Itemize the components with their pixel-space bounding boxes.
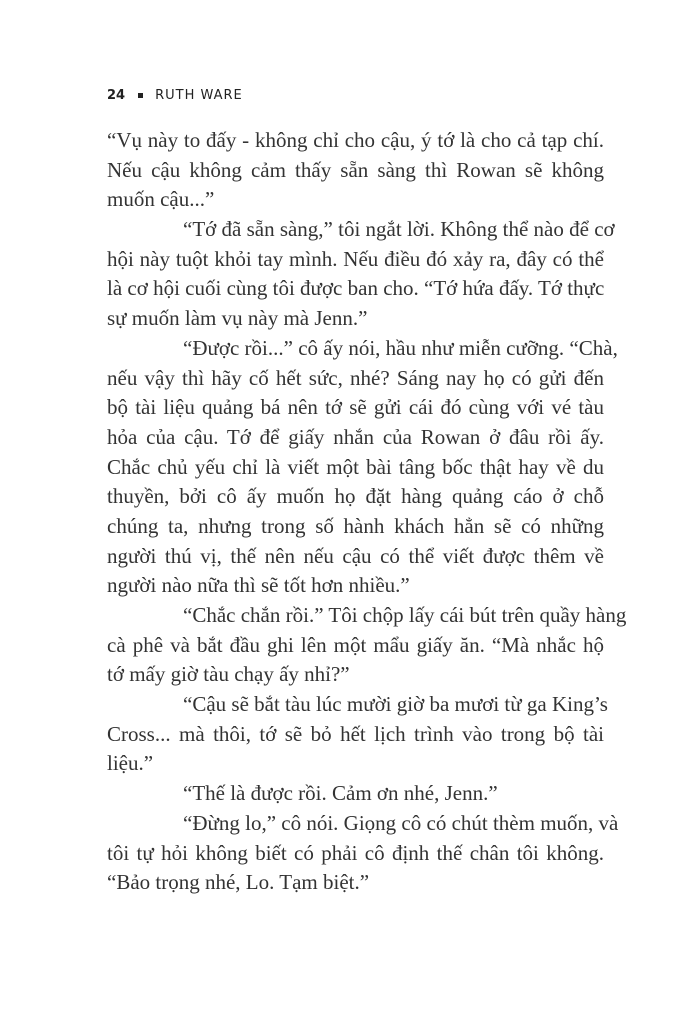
author-name: RUTH WARE — [155, 88, 243, 103]
paragraph — [107, 334, 618, 601]
text-line: người thú vị, thế nên nếu cậu có thể viết được thêm về — [107, 543, 604, 568]
paragraph — [107, 690, 608, 779]
text-line: liệu.” — [107, 751, 154, 776]
text-line: là cơ hội cuối cùng tôi được ban cho. “Tớ hứa đấy. Tớ thực — [107, 276, 605, 301]
paragraph — [107, 126, 604, 215]
text-line: chúng ta, nhưng trong số hành khách hẳn sẽ có những — [107, 513, 604, 538]
text-line: “Tớ đã sẵn sàng,” tôi ngắt lời. Không thể nào để cơ — [183, 217, 615, 242]
paragraph — [107, 215, 615, 334]
paragraph — [107, 601, 627, 690]
text-line: bộ tài liệu quảng bá nên tớ sẽ gửi cái đó cùng với vé tàu — [107, 395, 604, 420]
text-line: “Cậu sẽ bắt tàu lúc mười giờ ba mươi từ ga King’s — [183, 692, 608, 717]
paragraph — [107, 809, 619, 898]
running-header — [107, 88, 243, 103]
text-line: người nào nữa thì sẽ tốt hơn nhiều.” — [107, 573, 410, 598]
page-number: 24 — [107, 88, 126, 103]
body-text — [107, 126, 627, 898]
text-line: thuyền, bởi cô ấy muốn họ đặt hàng quảng cáo ở chỗ — [107, 484, 604, 509]
text-line: “Được rồi...” cô ấy nói, hầu như miễn cưỡng. “Chà, — [183, 335, 618, 360]
text-line: tôi tự hỏi không biết có phải cô định thế chân tôi không. — [107, 840, 604, 865]
text-line: hỏa của cậu. Tớ để giấy nhắn của Rowan ở đâu rồi ấy. — [107, 424, 604, 449]
text-line: “Đừng lo,” cô nói. Giọng cô có chút thèm muốn, và — [183, 810, 619, 835]
paragraph — [107, 779, 604, 809]
text-line: sự muốn làm vụ này mà Jenn.” — [107, 306, 368, 331]
text-line: hội này tuột khỏi tay mình. Nếu điều đó xảy ra, đây có thể — [107, 246, 604, 271]
text-line: tớ mấy giờ tàu chạy ấy nhỉ?” — [107, 662, 350, 687]
text-line: “Bảo trọng nhé, Lo. Tạm biệt.” — [107, 870, 370, 895]
text-line: “Vụ này to đấy - không chỉ cho cậu, ý tớ là cho cả tạp chí. — [107, 128, 604, 152]
text-line: Cross... mà thôi, tớ sẽ bỏ hết lịch trình vào trong bộ tài — [107, 721, 604, 746]
text-line: Nếu cậu không cảm thấy sẵn sàng thì Rowan sẽ không — [107, 157, 604, 182]
text-line: “Thế là được rồi. Cảm ơn nhé, Jenn.” — [183, 781, 498, 806]
text-line: cà phê và bắt đầu ghi lên một mẩu giấy ăn. “Mà nhắc hộ — [107, 632, 604, 657]
text-line: “Chắc chắn rồi.” Tôi chộp lấy cái bút trên quầy hàng — [183, 603, 627, 627]
text-line: nếu vậy thì hãy cố hết sức, nhé? Sáng nay họ có gửi đến — [107, 365, 604, 390]
text-line: muốn cậu...” — [107, 187, 215, 212]
text-line: Chắc chủ yếu chỉ là viết một bài tâng bốc thật hay về du — [107, 454, 604, 479]
separator-square-icon — [138, 93, 143, 98]
